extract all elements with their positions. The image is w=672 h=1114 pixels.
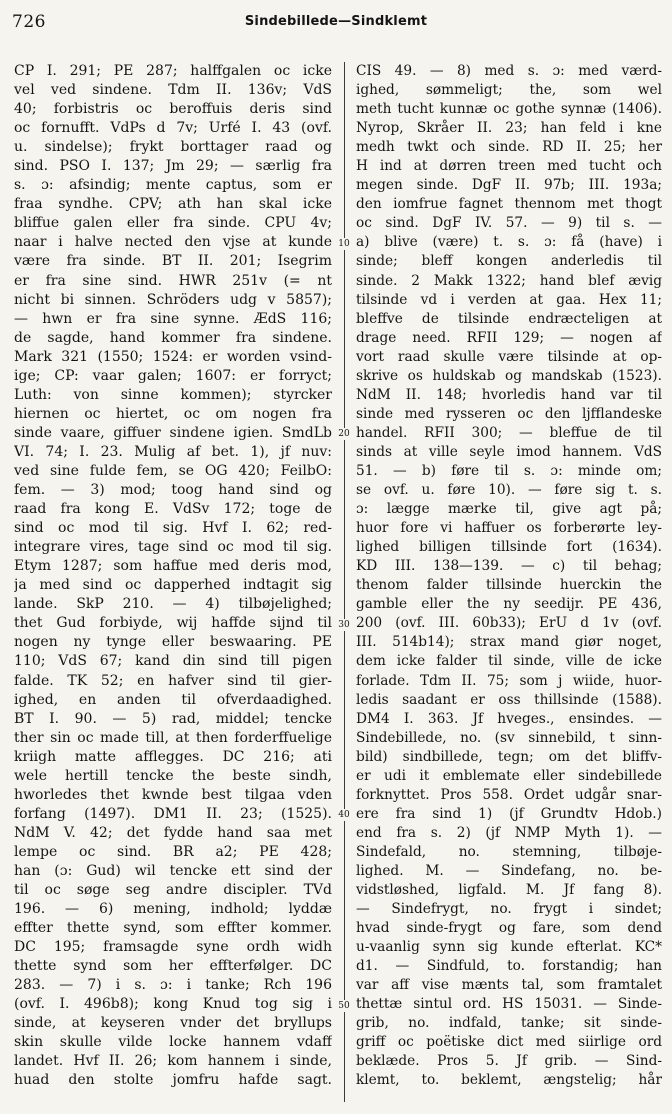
text-line: fem. — 3) mod; toog hand sind og bbox=[14, 482, 332, 499]
text-line: sinds at ville seyle imod hannem. VdS bbox=[356, 443, 662, 460]
text-line: vel ved sindene. Tdm II. 136v; VdS bbox=[14, 82, 332, 99]
text-line: var aff vise mænts tal, som framtalet bbox=[356, 977, 662, 994]
text-line: bliffue galen eller fra sinde. CPU 4v; bbox=[14, 215, 332, 232]
text-line: thet Gud forbiyde, wij haffde sijnd til bbox=[14, 615, 332, 632]
line-marker: 50 bbox=[336, 1000, 352, 1012]
text-line: ighed, sømmeligt; the, som wel bbox=[356, 82, 662, 99]
text-line: sinde; bleff kongen anderledis til bbox=[356, 253, 662, 270]
text-line: CP I. 291; PE 287; halffgalen oc icke bbox=[14, 63, 332, 79]
text-line: sind oc mod til sig. Hvf I. 62; red- bbox=[14, 520, 332, 537]
text-line: oc sind. DgF IV. 57. — 9) til s. — bbox=[356, 215, 662, 232]
text-line: ved sine fulde fem, se OG 420; FeilbO: bbox=[14, 462, 332, 479]
text-line: thenom falder tillsinde huerckin the bbox=[356, 577, 662, 594]
text-line: 196. — 6) mening, indhold; lyddæ bbox=[14, 901, 332, 918]
line-marker: 20 bbox=[336, 428, 352, 440]
text-line: Etym 1287; som haffue med deris mod, bbox=[14, 558, 332, 575]
running-head: Sindebillede—Sindklemt bbox=[244, 14, 428, 29]
text-line: meth tucht kunnæ oc gothe synnæ (1406). bbox=[356, 101, 662, 118]
text-line: skin skulle vilde locke hannem vdaff bbox=[14, 1034, 332, 1051]
text-line: CIS 49. — 8) med s. ɔ: med værd- bbox=[356, 63, 662, 79]
text-line: DC 195; framsagde syne ordh widh bbox=[14, 939, 332, 956]
text-line: gamble eller the ny seedijr. PE 436, bbox=[356, 596, 662, 613]
text-line: bleffve de tilsinde endræcteligen at bbox=[356, 310, 662, 327]
text-line: end fra s. 2) (jf NMP Myth 1). — bbox=[356, 824, 662, 841]
text-line: 110; VdS 67; kand din sind till pigen bbox=[14, 653, 332, 670]
text-line: lighed billigen tillsinde fort (1634). bbox=[356, 539, 662, 556]
text-line: — hwn er fra sine synne. ÆdS 116; bbox=[14, 310, 332, 327]
text-line: skrive os huldskab og mandskab (1523). bbox=[356, 367, 662, 384]
text-line: ɔ: lægge mærke til, give agt på; bbox=[356, 501, 662, 518]
text-line: fraa syndhe. CPV; ath han skal icke bbox=[14, 196, 332, 213]
text-line: 40; forbistris oc beroffuis deris sind bbox=[14, 101, 332, 118]
text-line: s. ɔ: afsindig; mente captus, som er bbox=[14, 177, 332, 194]
text-line: III. 514b14); strax mand giør noget, bbox=[356, 634, 662, 651]
text-line: sinde med rysseren oc den ljfflandeske bbox=[356, 405, 662, 422]
text-line: naar i halve nected den vjse at kunde bbox=[14, 234, 332, 251]
line-marker: 30 bbox=[336, 619, 352, 631]
text-line: nogen ny tynge eller beswaaring. PE bbox=[14, 634, 332, 651]
text-line: VI. 74; I. 23. Mulig af bet. 1), jf nuv: bbox=[14, 443, 332, 460]
text-line: vidstløshed, ligfald. M. Jf fang 8). bbox=[356, 882, 662, 899]
text-line: ige; CP: vaar galen; 1607: er forryct; bbox=[14, 367, 332, 384]
text-line: bild) sindbillede, tegn; om det bliffv- bbox=[356, 748, 662, 765]
text-line: u-vaanlig synn sig kunde efterlat. KC* bbox=[356, 939, 662, 956]
text-line: 200 (ovf. III. 60b33); ErU d 1v (ovf. bbox=[356, 615, 662, 632]
text-line: til oc søge seg andre discipler. TVd bbox=[14, 882, 332, 899]
text-line: dem icke falder til sinde, ville de icke bbox=[356, 653, 662, 670]
text-line: Mark 321 (1550; 1524: er worden vsind- bbox=[14, 348, 332, 365]
text-line: medh twkt och sinde. RD II. 25; her bbox=[356, 139, 662, 156]
page-number: 726 bbox=[12, 12, 46, 32]
text-line: huad den stolte jomfru hafde sagt. bbox=[14, 1072, 332, 1089]
text-line: thettæ sintul ord. HS 15031. — Sinde- bbox=[356, 996, 662, 1013]
text-line: tilsinde vd i verden at gaa. Hex 11; bbox=[356, 291, 662, 308]
text-line: — Sindefrygt, no. frygt i sindet; bbox=[356, 901, 662, 918]
text-line: BT I. 90. — 5) rad, middel; tencke bbox=[14, 710, 332, 727]
text-line: handel. RFII 300; — bleffue de til bbox=[356, 424, 662, 441]
text-line: klemt, to. beklemt, ængstelig; hår bbox=[356, 1072, 662, 1089]
text-line: forlade. Tdm II. 75; som j wiide, huor- bbox=[356, 672, 662, 689]
text-line: drage need. RFII 129; — nogen af bbox=[356, 329, 662, 346]
text-line: sinde vaare, giffuer sindene igien. SmdLb bbox=[14, 424, 332, 441]
text-line: H ind at dørren treen med tucht och bbox=[356, 158, 662, 175]
text-line: forknyttet. Pros 558. Ordet udgår snar- bbox=[356, 786, 662, 803]
text-line: raad fra kong E. VdSv 172; toge de bbox=[14, 501, 332, 518]
text-line: ere fra sind 1) (jf Grundtv Hdob.) bbox=[356, 805, 662, 822]
left-column bbox=[14, 62, 332, 1091]
text-line: NdM V. 42; det fydde hand saa met bbox=[14, 824, 332, 841]
text-line: d1. — Sindfuld, to. forstandig; han bbox=[356, 958, 662, 975]
text-line: thette synd som her effterfølger. DC bbox=[14, 958, 332, 975]
text-line: er udi it emblemate eller sindebillede bbox=[356, 767, 662, 784]
column-divider bbox=[344, 62, 345, 1102]
text-line: sinde. 2 Makk 1322; hand blef ævig bbox=[356, 272, 662, 289]
text-line: (ovf. I. 496b8); kong Knud tog sig i bbox=[14, 996, 332, 1013]
text-line: beklæde. Pros 5. Jf grib. — Sind- bbox=[356, 1053, 662, 1070]
text-line: integrare vires, tage sind oc mod til sig. bbox=[14, 539, 332, 556]
text-line: ther sin oc made till, at then forderffuelige bbox=[14, 729, 332, 746]
text-line: lande. SkP 210. — 4) tilbøjelighed; bbox=[14, 596, 332, 613]
text-line: kriigh matte afflegges. DC 216; ati bbox=[14, 748, 332, 765]
text-line: lighed. M. — Sindefang, no. be- bbox=[356, 862, 662, 879]
text-line: 51. — b) føre til s. ɔ: minde om; bbox=[356, 462, 662, 479]
line-marker: 10 bbox=[336, 238, 352, 250]
text-line: lempe oc sind. BR a2; PE 428; bbox=[14, 843, 332, 860]
text-line: Luth: von sinne kommen); styrcker bbox=[14, 386, 332, 403]
text-line: landet. Hvf II. 26; kom hannem i sinde, bbox=[14, 1053, 332, 1070]
text-line: u. sindelse); frykt borttager raad og bbox=[14, 139, 332, 156]
text-line: se ovf. u. føre 10). — føre sig t. s. bbox=[356, 482, 662, 499]
text-line: grib, no. indfald, tanke; sit sinde- bbox=[356, 1015, 662, 1032]
text-line: nicht bi sinnen. Schröders udg v 5857); bbox=[14, 291, 332, 308]
text-line: de sagde, hand kommer fra sindene. bbox=[14, 329, 332, 346]
line-marker: 40 bbox=[336, 809, 352, 821]
text-line: ighed, en anden til ofverdaadighed. bbox=[14, 691, 332, 708]
text-line: Nyrop, Skråer II. 23; han feld i kne bbox=[356, 120, 662, 137]
text-line: wele hertill tencke the beste sindh, bbox=[14, 767, 332, 784]
text-line: er fra sine sind. HWR 251v (= nt bbox=[14, 272, 332, 289]
text-line: hworledes thet kwnde best tilgaa vden bbox=[14, 786, 332, 803]
text-line: KD III. 138—139. — c) til behag; bbox=[356, 558, 662, 575]
page-header bbox=[0, 0, 672, 40]
text-line: sind. PSO I. 137; Jm 29; — særlig fra bbox=[14, 158, 332, 175]
text-line: NdM II. 148; hvorledis hand var til bbox=[356, 386, 662, 403]
text-line: han (ɔ: Gud) wil tencke ett sind der bbox=[14, 862, 332, 879]
text-line: hiernen oc hiertet, oc om nogen fra bbox=[14, 405, 332, 422]
text-line: Sindefald, no. stemning, tilbøje- bbox=[356, 843, 662, 860]
right-column bbox=[356, 62, 662, 1091]
text-line: Sindebillede, no. (sv sinnebild, t sinn- bbox=[356, 729, 662, 746]
text-line: falde. TK 52; en hafver sind til gier- bbox=[14, 672, 332, 689]
text-line: oc fornufft. VdPs d 7v; Urfé I. 43 (ovf. bbox=[14, 120, 332, 137]
text-line: være fra sinde. BT II. 201; Isegrim bbox=[14, 253, 332, 270]
text-line: vort raad skulle være tilsinde at op- bbox=[356, 348, 662, 365]
text-line: sinde, at keyseren vnder det bryllups bbox=[14, 1015, 332, 1032]
text-line: ja med sind oc dapperhed indtagit sig bbox=[14, 577, 332, 594]
text-line: a) blive (være) t. s. ɔ: få (have) i bbox=[356, 234, 662, 251]
text-line: huor fore vi haffuer os forberørte ley- bbox=[356, 520, 662, 537]
text-line: effter thette synd, som effter kommer. bbox=[14, 920, 332, 937]
text-line: griff oc poëtiske dict med siirlige ord bbox=[356, 1034, 662, 1051]
text-line: DM4 I. 363. Jf hveges., ensindes. — bbox=[356, 710, 662, 727]
text-line: ledis saadant er oss thillsinde (1588). bbox=[356, 691, 662, 708]
text-line: den iomfrue fagnet thennom met thogt bbox=[356, 196, 662, 213]
text-line: 283. — 7) i s. ɔ: i tanke; Rch 196 bbox=[14, 977, 332, 994]
text-line: hvad sinde-frygt og fare, som dend bbox=[356, 920, 662, 937]
text-line: megen sinde. DgF II. 97b; III. 193a; bbox=[356, 177, 662, 194]
text-line: forfang (1497). DM1 II. 23; (1525). bbox=[14, 805, 332, 822]
